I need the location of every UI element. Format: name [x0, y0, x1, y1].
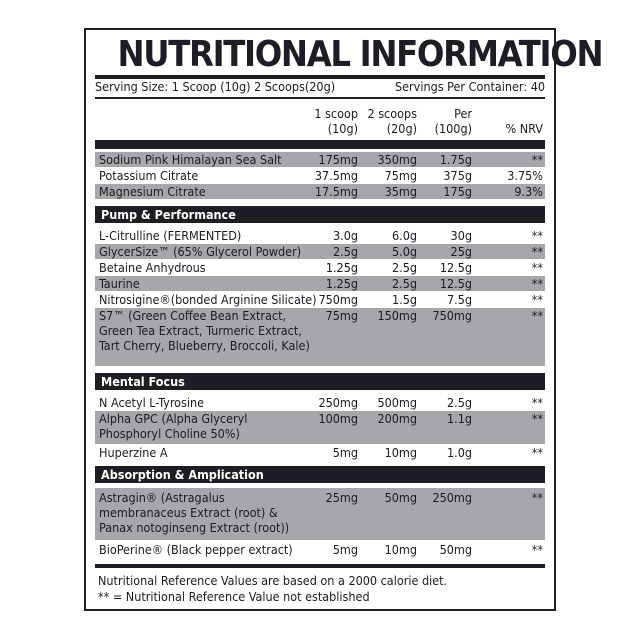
ingredient-description-line2: Green Tea Extract, Turmeric Extract, — [99, 323, 302, 338]
section-title: Absorption & Amplication — [101, 467, 264, 482]
table-row — [95, 542, 545, 557]
nutrient-name — [99, 411, 247, 441]
value-2-scoops: 10mg — [384, 445, 417, 460]
value-nrv: ** — [531, 542, 543, 557]
value-1-scoop: 1.25g — [325, 276, 358, 291]
value-2-scoops: 75mg — [384, 168, 417, 183]
value-1-scoop: 5mg — [332, 542, 358, 557]
col-header-2-line1: 2 scoops — [367, 106, 417, 121]
table-row — [95, 308, 545, 366]
value-1-scoop: 75mg — [325, 308, 358, 323]
serving-size: Serving Size: 1 Scoop (10g) 2 Scoops(20g) — [95, 79, 336, 94]
value-per-100g: 7.5g — [446, 292, 472, 307]
value-per-100g: 750mg — [432, 308, 472, 323]
serving-rule — [95, 97, 545, 99]
table-row — [95, 292, 545, 307]
value-2-scoops: 350mg — [377, 152, 417, 167]
value-1-scoop: 175mg — [318, 152, 358, 167]
table-row — [95, 276, 545, 291]
value-nrv: 9.3% — [514, 184, 543, 199]
header-rule — [95, 140, 545, 149]
value-2-scoops: 50mg — [384, 490, 417, 505]
value-nrv: ** — [531, 260, 543, 275]
value-nrv: ** — [531, 292, 543, 307]
ingredient-description-line3: Tart Cherry, Blueberry, Broccoli, Kale) — [99, 338, 310, 353]
ingredient-description: (Black pepper extract) — [163, 542, 293, 557]
value-1-scoop: 750mg — [318, 292, 358, 307]
ingredient-description-line2: membranaceus Extract (root) & — [99, 505, 278, 520]
value-1-scoop: 37.5mg — [314, 168, 358, 183]
value-2-scoops: 35mg — [384, 184, 417, 199]
ingredient-description: (65% Glycerol Powder) — [169, 244, 302, 259]
table-row — [95, 445, 545, 460]
ingredient-name: Huperzine A — [99, 445, 168, 460]
col-header-1-line1: 1 scoop — [314, 106, 358, 121]
table-row — [95, 411, 545, 444]
value-nrv: ** — [531, 395, 543, 410]
nutrient-name — [99, 244, 301, 259]
value-per-100g: 30g — [450, 228, 472, 243]
nutrient-name — [99, 542, 293, 557]
value-per-100g: 1.1g — [446, 411, 472, 426]
ingredient-name: Nitrosigine® — [99, 292, 171, 307]
panel-title: NUTRITIONAL INFORMATION — [117, 34, 603, 75]
value-nrv: ** — [531, 445, 543, 460]
table-row — [95, 488, 545, 540]
ingredient-description: (bonded Arginine Silicate) — [170, 292, 317, 307]
value-nrv: ** — [531, 276, 543, 291]
section-header-mental — [95, 373, 545, 390]
value-2-scoops: 200mg — [377, 411, 417, 426]
ingredient-description: (Astragalus — [157, 490, 225, 505]
nutrition-panel — [84, 28, 603, 611]
footnote-nrv-basis: Nutritional Reference Values are based on a 2000 calorie diet. — [98, 573, 448, 588]
nutrient-name — [99, 292, 317, 307]
table-row — [95, 184, 545, 199]
value-1-scoop: 25mg — [325, 490, 358, 505]
table-row — [95, 395, 545, 410]
table-row — [95, 168, 545, 183]
col-header-per-100g — [435, 106, 472, 136]
nutrient-name: Sodium Pink Himalayan Sea Salt — [99, 152, 282, 167]
section-title: Pump & Performance — [101, 207, 236, 222]
section-header-pump — [95, 206, 545, 223]
col-header-1-line2: (10g) — [327, 121, 358, 136]
value-1-scoop: 1.25g — [325, 260, 358, 275]
ingredient-description-line3: Panax notoginseng Extract (root)) — [99, 520, 290, 535]
col-header-3-line2: (100g) — [434, 121, 472, 136]
col-header-2-line2: (20g) — [386, 121, 417, 136]
value-per-100g: 2.5g — [446, 395, 472, 410]
ingredient-name: Alpha GPC — [99, 411, 158, 426]
value-1-scoop: 3.0g — [332, 228, 358, 243]
value-nrv: ** — [531, 228, 543, 243]
ingredient-name: Betaine Anhydrous — [99, 260, 206, 275]
table-row — [95, 244, 545, 259]
value-per-100g: 50mg — [439, 542, 472, 557]
ingredient-description: (Alpha Glyceryl — [157, 411, 248, 426]
nutrient-name — [99, 395, 204, 410]
section-header-absorption — [95, 466, 545, 483]
ingredient-description: (FERMENTED) — [159, 228, 242, 243]
ingredient-name: S7™ — [99, 308, 125, 323]
value-2-scoops: 150mg — [377, 308, 417, 323]
value-1-scoop: 250mg — [318, 395, 358, 410]
nutrient-name — [99, 445, 168, 460]
table-row — [95, 228, 545, 243]
value-per-100g: 1.0g — [446, 445, 472, 460]
value-2-scoops: 1.5g — [391, 292, 417, 307]
value-nrv: 3.75% — [507, 168, 543, 183]
col-header-nrv: % NRV — [505, 121, 543, 136]
col-header-3-line1: Per — [454, 106, 472, 121]
value-per-100g: 250mg — [432, 490, 472, 505]
footer-rule — [95, 564, 545, 568]
footnote-nrv-legend: ** = Nutritional Reference Value not established — [98, 589, 370, 604]
value-nrv: ** — [531, 308, 543, 323]
value-nrv: ** — [531, 244, 543, 259]
servings-per-container: Servings Per Container: 40 — [394, 79, 545, 94]
col-header-2-scoops — [367, 106, 417, 136]
col-header-1-scoop — [314, 106, 358, 136]
value-per-100g: 1.75g — [439, 152, 472, 167]
value-nrv: ** — [531, 411, 543, 426]
ingredient-name: Astragin® — [99, 490, 158, 505]
ingredient-description-line2: Phosphoryl Choline 50%) — [99, 426, 240, 441]
value-per-100g: 12.5g — [439, 260, 472, 275]
nutrient-name — [99, 308, 310, 353]
nutrient-name — [99, 260, 206, 275]
serving-line — [95, 79, 545, 95]
value-nrv: ** — [531, 152, 543, 167]
value-2-scoops: 5.0g — [391, 244, 417, 259]
ingredient-name: N Acetyl L-Tyrosine — [99, 395, 205, 410]
value-1-scoop: 5mg — [332, 445, 358, 460]
ingredient-name: GlycerSize™ — [99, 244, 170, 259]
nutrient-name — [99, 228, 241, 243]
value-2-scoops: 6.0g — [391, 228, 417, 243]
table-row — [95, 260, 545, 275]
nutrient-name: Magnesium Citrate — [99, 184, 206, 199]
value-per-100g: 12.5g — [439, 276, 472, 291]
ingredient-name: BioPerine® — [99, 542, 164, 557]
value-1-scoop: 2.5g — [332, 244, 358, 259]
value-per-100g: 25g — [450, 244, 472, 259]
value-nrv: ** — [531, 490, 543, 505]
value-1-scoop: 17.5mg — [314, 184, 358, 199]
value-2-scoops: 500mg — [377, 395, 417, 410]
ingredient-name: Taurine — [99, 276, 140, 291]
nutrient-name — [99, 490, 289, 535]
value-2-scoops: 2.5g — [391, 260, 417, 275]
nutrient-name — [99, 276, 140, 291]
ingredient-description: (Green Coffee Bean Extract, — [124, 308, 287, 323]
value-1-scoop: 100mg — [318, 411, 358, 426]
value-per-100g: 175g — [443, 184, 472, 199]
value-2-scoops: 2.5g — [391, 276, 417, 291]
ingredient-name: L-Citrulline — [99, 228, 160, 243]
section-title: Mental Focus — [101, 374, 185, 389]
nutrient-name: Potassium Citrate — [99, 168, 199, 183]
table-row — [95, 152, 545, 167]
value-per-100g: 375g — [443, 168, 472, 183]
value-2-scoops: 10mg — [384, 542, 417, 557]
